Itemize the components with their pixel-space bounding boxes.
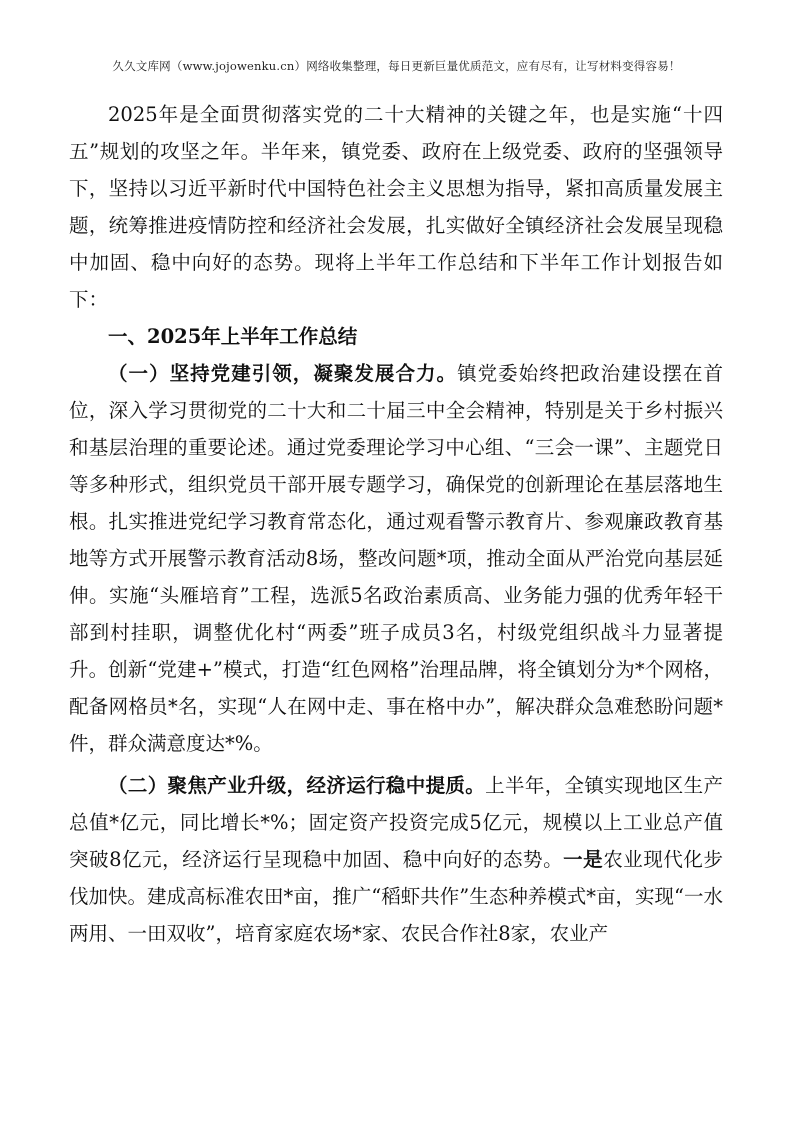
section-heading-first-half-summary: 一、2025年上半年工作总结 — [108, 325, 358, 348]
paragraph-body-industry-upgrade: 上半年，全镇实现地区生产总值*亿元，同比增长*%；固定资产投资完成5亿元，规模以上工业总产值突破8亿元，经济运行呈现稳中加固、稳中向好的态势。 — [69, 774, 723, 871]
paragraph-lead-industry-upgrade: （二）聚焦产业升级，经济运行稳中提质。 — [108, 774, 486, 797]
intro-paragraph: 2025年是全面贯彻落实党的二十大精神的关键之年，也是实施“十四五”规划的攻坚之年。半年来，镇党委、政府在上级党委、政府的坚强领导下，坚持以习近平新时代中国特色社会主义思想为指导，紧扣高质量发展主题，统筹推进疫情防控和经济社会发展，扎实做好全镇经济社会发展呈现稳中加固、稳中向好的态势。现将上半年工作总结和下半年工作计划报告如下： — [69, 103, 723, 311]
paragraph-body-party-building: 镇党委始终把政治建设摆在首位，深入学习贯彻党的二十大和二十届三中全会精神，特别是关于乡村振兴和基层治理的重要论述。通过党委理论学习中心组、“三会一课”、主题党日等多种形式，组织党员干部开展专题学习，确保党的创新理论在基层落地生根。扎实推进党纪学习教育常态化，通过观看警示教育片、参观廉政教育基地等方式开展警示教育活动8场，整改问题*项，推动全面从严治党向基层延伸。实施“头雁培育”工程，选派5名政治素质高、业务能力强的优秀年轻干部到村挂职，调整优化村“两委”班子成员3名，村级党组织战斗力显著提升。创新“党建+”模式，打造“红色网格”治理品牌，将全镇划分为*个网格，配备网格员*名，实现“人在网中走、事在格中办”，解决群众急难愁盼问题*件，群众满意度达*%。 — [69, 362, 723, 755]
sub-point-lead-first: 一是 — [563, 848, 604, 871]
sub-point-body-agriculture: 农业现代化步伐加快。建成高标准农田*亩，推广“稻虾共作”生态种养模式*亩，实现“一水两用、一田双收”，培育家庭农场*家、农民合作社8家，农业产 — [69, 848, 723, 945]
document-body — [69, 96, 723, 952]
paragraph-lead-party-building: （一）坚持党建引领，凝聚发展合力。 — [108, 362, 458, 385]
paragraph-industry-upgrade — [69, 767, 723, 952]
source-notice-header: 久久文库网（www.jojowenku.cn）网络收集整理，每日更新巨量优质范文，应有尽有，让写材料变得容易！ — [112, 59, 681, 73]
paragraph-party-building — [69, 355, 723, 762]
